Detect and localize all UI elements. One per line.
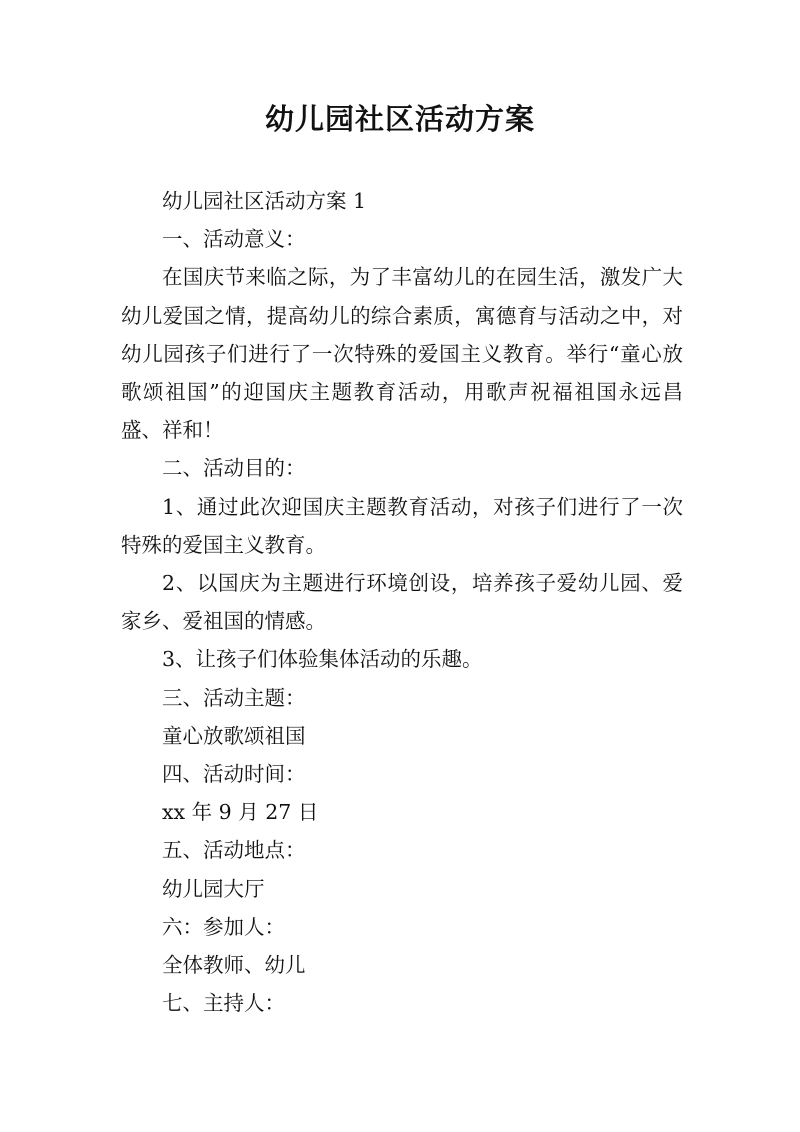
paragraph-section-5-heading: 五、活动地点： — [162, 838, 306, 863]
paragraph-purpose-3: 3、让孩子们体验集体活动的乐趣。 — [162, 647, 483, 672]
paragraph-section-4-heading: 四、活动时间： — [162, 762, 306, 787]
paragraph-plan-heading: 幼儿园社区活动方案 1 — [162, 189, 367, 213]
paragraph-section-3-heading: 三、活动主题： — [162, 685, 306, 710]
paragraph-location: 幼儿园大厅 — [162, 876, 265, 901]
paragraph-section-1-heading: 一、活动意义： — [162, 227, 306, 252]
paragraph-participants: 全体教师、幼儿 — [162, 953, 306, 978]
paragraph-purpose-2: 2、以国庆为主题进行环境创设，培养孩子爱幼儿园、爱家乡、爱祖国的情感。 — [121, 571, 683, 634]
document-title: 幼儿园社区活动方案 — [264, 102, 535, 136]
document-body — [121, 182, 683, 1022]
paragraph-date: xx 年 9 月 27 日 — [162, 800, 319, 825]
paragraph-purpose-1: 1、通过此次迎国庆主题教育活动，对孩子们进行了一次特殊的爱国主义教育。 — [121, 494, 683, 557]
paragraph-section-2-heading: 二、活动目的： — [162, 456, 306, 481]
paragraph-theme: 童心放歌颂祖国 — [162, 723, 306, 748]
paragraph-section-6-heading: 六：参加人： — [162, 914, 285, 939]
paragraph-section-7-heading: 七、主持人： — [162, 991, 285, 1016]
paragraph-significance: 在国庆节来临之际，为了丰富幼儿的在园生活，激发广大幼儿爱国之情，提高幼儿的综合素质，寓德育与活动之中，对幼儿园孩子们进行了一次特殊的爱国主义教育。举行“童心放歌颂祖国”的迎国庆主题教育活动，用歌声祝福祖国永远昌盛、祥和！ — [121, 265, 683, 443]
